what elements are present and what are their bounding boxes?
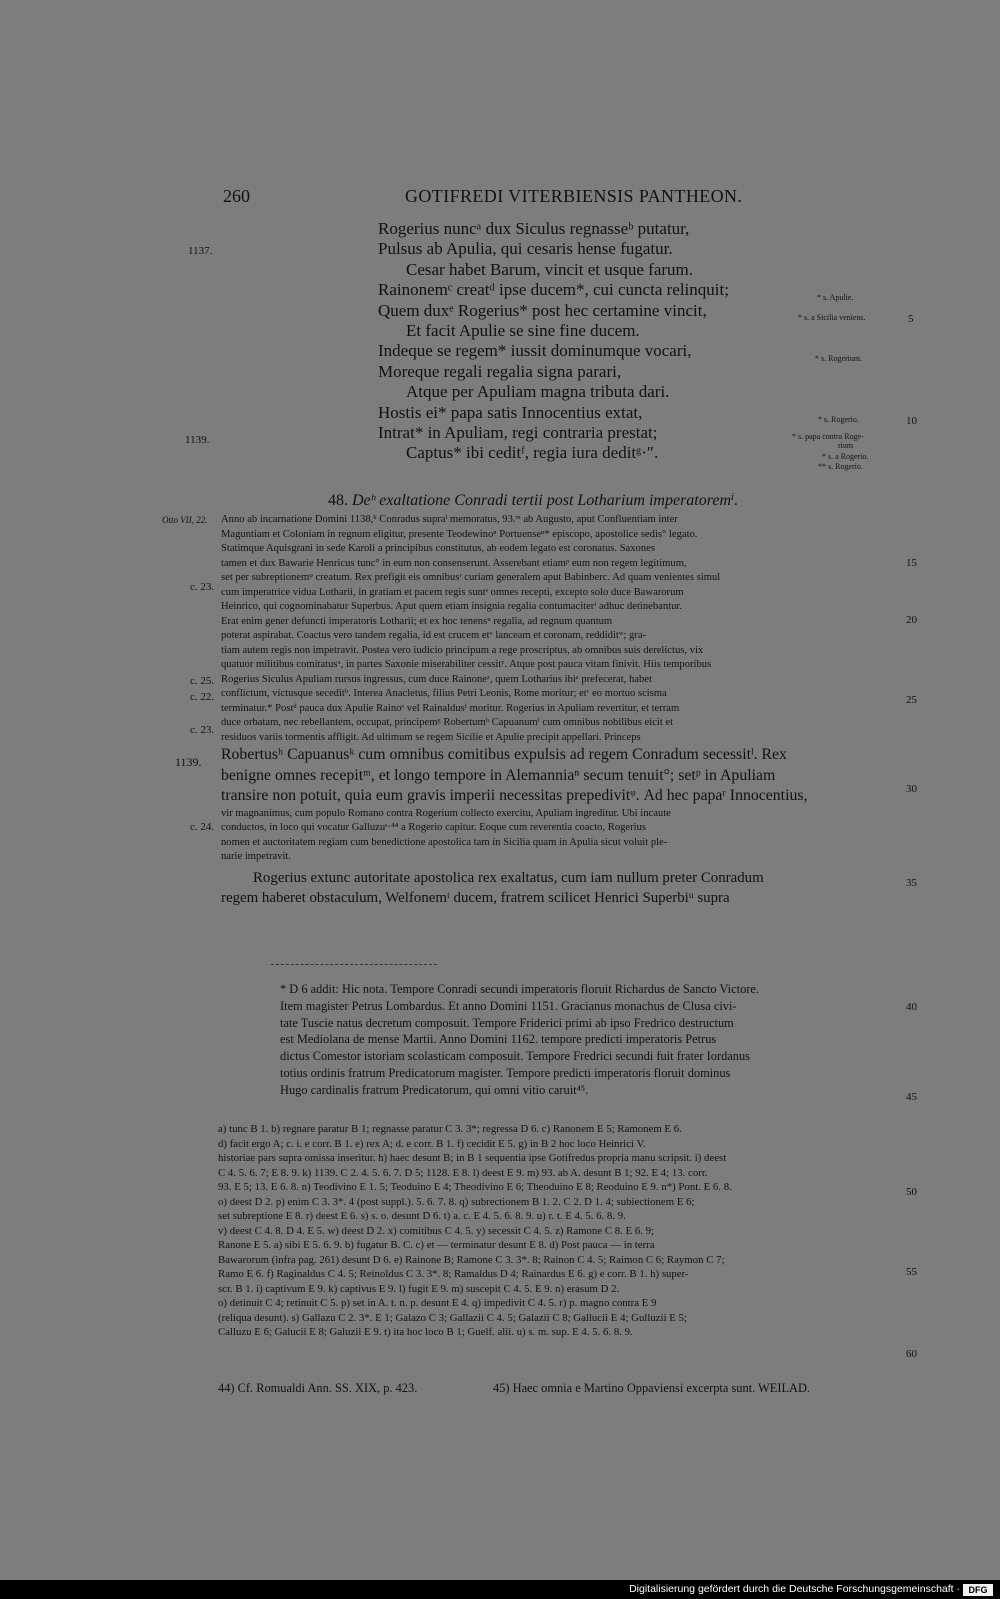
prose-line: conductos, in loco qui vocatur Galluzuˢ·⁴⁴ a Rogerio capitur. Eoque cum reverentia coacto, Rogerius bbox=[221, 822, 647, 834]
note-line: * D 6 addit: Hic nota. Tempore Conradi secundi imperatoris floruit Richardus de Sancto Victore. bbox=[280, 982, 759, 996]
note-line: est Mediolana de mense Martii. Anno Domini 1162. tempore predicti imperatoris Petrus bbox=[280, 1032, 717, 1047]
apparatus-line: (reliqua desunt). s) Gallazu C 2. 3*. E 1; Galazo C 3; Gallazii C 4. 5; Galazii C 8; Gallucii E 4; Gulluzii E 5; bbox=[218, 1311, 687, 1324]
source-ref: c. 22. bbox=[190, 691, 215, 703]
additional-note bbox=[280, 981, 759, 1099]
prose-line: set per subreptionemᵠ creatum. Rex prefigit eis omnibusʳ curiam generalem aput Babinberc. Ad quam venientes simul bbox=[221, 572, 721, 583]
apparatus-line: 93. E 5; 13. E 6. 8. n) Teodivino E 1. 5; Teoduino E 4; Theodivino E 6; Theoduino E 8; Reoduino E 9. n*) Pont. E 6. 8. bbox=[218, 1181, 732, 1193]
chapter-title: Deʰ exaltatione Conradi tertii post Lotharium imperatoremⁱ. bbox=[352, 492, 739, 509]
running-title: GOTIFREDI VITERBIENSIS PANTHEON. bbox=[405, 186, 743, 206]
verse-line: Cesar habet Barum, vincit et usque farum. bbox=[406, 259, 694, 279]
verse-gloss: * s. Apulie. bbox=[817, 293, 854, 302]
prose-line: terminatur.* Postᵈ pauca dux Apulie Rainoᵉ vel Rainaldusᶠ moritur. Rogerius in Apuliam revertitur, et terram bbox=[221, 702, 680, 714]
verse-gloss: rium bbox=[838, 441, 854, 450]
line-number: 25 bbox=[906, 694, 917, 706]
verse-line: Quem duxᵉ Rogerius* post hec certamine vincit, bbox=[378, 300, 707, 320]
footnote-44: 44) Cf. Romualdi Ann. SS. XIX, p. 423. bbox=[218, 1381, 418, 1395]
footer-bar bbox=[0, 1582, 1000, 1599]
prose-line: Maguntiam et Coloniam in regnum eligitur, presente Teodewinoⁿ Portuenseⁿ* episcopo, apostolice sedis° legato. bbox=[221, 528, 698, 540]
apparatus-line: Ranone E 5. a) sibi E 5. 6. 9. b) fugatur B. C. c) et — terminatur desunt E 8. d) Post pauca — in terra bbox=[218, 1239, 655, 1251]
prose-line: Rogerius extunc autoritate apostolica rex exaltatus, cum iam nullum preter Conradum bbox=[253, 869, 764, 886]
source-ref: c. 23. bbox=[190, 581, 215, 593]
verse-line: Moreque regali regalia signa parari, bbox=[378, 361, 622, 381]
year-margin: 1137. bbox=[188, 245, 213, 257]
verse-block bbox=[378, 219, 729, 464]
note-line: Item magister Petrus Lombardus. Et anno Domini 1151. Gracianus monachus de Clusa civi- bbox=[280, 998, 737, 1013]
prose-line: Statimque Aquisgrani in sede Karoli a principibus constitutus, ab eodem legato est coronatus. Saxones bbox=[221, 543, 655, 554]
verse-line: Rogerius nuncᵃ dux Siculus regnasseᵇ putatur, bbox=[378, 219, 690, 238]
separator-rule bbox=[271, 964, 437, 965]
verse-line: Atque per Apuliam magna tributa dari. bbox=[406, 382, 670, 402]
prose-line: narie impetravit. bbox=[221, 851, 292, 863]
line-number: 50 bbox=[906, 1186, 917, 1198]
critical-apparatus bbox=[218, 1122, 732, 1340]
prose-wide-block bbox=[221, 868, 897, 909]
verse-line: Intrat* in Apuliam, regi contraria prestat; bbox=[378, 423, 658, 443]
source-ref: Otto VII, 22. bbox=[162, 515, 208, 525]
apparatus-line: set subreptione E 8. r) deest E 6. s) s. o. desunt D 6. t) a. c. E 4. 5. 6. 8. 9. u) r. t. E 4. 5. 6. 8. 9. bbox=[218, 1210, 626, 1222]
apparatus-line: historiae pars supra omissa inseritur. h) haec desunt B; in B 1 sequentia ipse Gotifredus propria manu scripsit. i) deest bbox=[218, 1152, 727, 1164]
line-number: 35 bbox=[906, 877, 917, 889]
line-number: 55 bbox=[906, 1266, 917, 1278]
verse-gloss: * s. papa contra Roge- bbox=[792, 432, 864, 441]
verse-gloss: * s. a Rogerio. bbox=[822, 452, 869, 461]
verse-line: Hostis ei* papa satis Innocentius extat, bbox=[378, 402, 643, 422]
line-number: 15 bbox=[906, 557, 917, 569]
apparatus-line: scr. B 1. i) captivum E 9. k) captivus E 9. l) fugit E 9. m) suscepit C 4. 5. E 9. n) erasum D 2. bbox=[218, 1282, 620, 1295]
verse-gloss: * s. Rogerio. bbox=[818, 415, 859, 424]
prose-line: poterat aspirabat. Coactus vero tandem regalia, id est crucem etᵛ lanceam et coronam, reddiditʷ; gra- bbox=[221, 630, 647, 641]
apparatus-line: Bawarorum (infra pag. 261) desunt D 6. e) Rainone B; Ramone C 3. 3*. 8; Rainon C 4. 5; Raimon C 6; Raymon C 7; bbox=[218, 1253, 725, 1266]
chapter-heading bbox=[328, 490, 738, 510]
line-number: 10 bbox=[906, 415, 917, 427]
prose-line: regem haberet obstaculum, Welfonemᵗ ducem, fratrem scilicet Henrici Superbiᵘ supra bbox=[221, 890, 730, 907]
prose-line: Robertusʰ Capuanusᵏ cum omnibus comitibus expulsis ad regem Conradum secessitˡ. Rex bbox=[221, 746, 787, 763]
prose-line: Anno ab incarnatione Domini 1138,ᵏ Conradus supraˡ memoratus, 93.ᵐ ab Augusto, aput Confluentiam inter bbox=[221, 514, 678, 525]
footnote-45: 45) Haec omnia e Martino Oppaviensi excerpta sunt. WEILAD. bbox=[493, 1381, 811, 1395]
prose-line: residuos variis tormentis affligit. Ad ultimum se regem Sicilie et Apulie precipit appellari. Princeps bbox=[221, 731, 641, 743]
line-number: 5 bbox=[908, 313, 914, 325]
prose-line: conflictum, victusque seceditᵇ. Interea Anacletus, filius Petri Leonis, Rome moritur; etᶜ eo mortuo scisma bbox=[221, 688, 667, 699]
apparatus-line: C 4. 5. 6. 7; E 8. 9. k) 1139. C 2. 4. 5. 6. 7. D 5; 1128. E 8. l) deest E 9. m) 93. ab A. desunt B 1; 92. E 4; 13. corr. bbox=[218, 1166, 708, 1179]
apparatus-line: Ramo E 6. f) Raginaldus C 4. 5; Reinoldus C 3. 3*. 8; Ramaldus D 4; Rainardus E 6. g) e corr. B 1. h) super- bbox=[218, 1268, 689, 1280]
line-number: 40 bbox=[906, 1001, 917, 1013]
prose-block bbox=[221, 513, 897, 909]
dfg-logo-icon: DFG bbox=[963, 1584, 993, 1596]
prose-line: transire non potuit, quia eum gravis imperii necessitas prepedivitᵠ. Ad hec papaʳ Innocentius, bbox=[221, 787, 808, 805]
line-number: 20 bbox=[906, 614, 917, 626]
prose-line: Erat enim gener defuncti imperatoris Lotharii; et ex hoc tenensᵘ regalia, ad regnum quantum bbox=[221, 615, 613, 627]
prose-line: benigne omnes recepitᵐ, et longo tempore in Alemanniaⁿ secum tenuit°; setᵖ in Apuliam bbox=[221, 766, 776, 784]
verse-gloss: ** s. Rogerio. bbox=[818, 462, 863, 471]
apparatus-line: o) detinuit C 4; retinuit C 5. p) set in A. t. n. p. desunt E 4. q) impedivit C 4. 5. r) p. magno contra E 9 bbox=[218, 1297, 657, 1309]
year-margin: 1139. bbox=[185, 434, 210, 446]
note-line: totius ordinis fratrum Predicatorum magister. Tempore predicti imperatoris floruit dominus bbox=[280, 1065, 731, 1080]
apparatus-line: a) tunc B 1. b) regnare paratur B 1; regnasse paratur C 3. 3*; regressa D 6. c) Ranonem E 5; Ramonem E 6. bbox=[218, 1123, 682, 1135]
prose-line: nomen et auctoritatem regiam cum benedictione apostolica tam in Sicilia quam in Apulia sicut voluit ple- bbox=[221, 836, 668, 848]
prose-line: vir magnanimus, cum populo Romano contra Rogerium collecto exercitu, Apuliam ingreditur. Ubi incaute bbox=[221, 807, 671, 819]
note-line: dictus Comestor istoriam scolasticam composuit. Tempore Fredrici secundi fuit frater Iordanus bbox=[280, 1049, 750, 1064]
note-line: tate Tuscie natus decretum composuit. Tempore Friderici primi ab ipso Fredrico destructum bbox=[280, 1015, 734, 1030]
page-number: 260 bbox=[223, 186, 250, 206]
apparatus-line: v) deest C 4. 8. D 4. E 5. w) deest D 2. x) comitibus C 4. 5. y) secessit C 4. 5. z) Ramone C 8. E 6. 9; bbox=[218, 1224, 655, 1237]
verse-gloss: * s. a Sicilia veniens. bbox=[798, 313, 866, 322]
verse-line: Rainonemᶜ creatᵈ ipse ducem*, cui cuncta relinquit; bbox=[378, 280, 729, 300]
line-number: 60 bbox=[906, 1348, 917, 1360]
prose-line: cum imperatrice vidua Lotharii, in gratiam et pacem regis suntˢ omnes recepti, excepto solo duce Bawarorum bbox=[221, 586, 684, 598]
apparatus-line: d) facit ergo A; c. i. e corr. B 1. e) rex A; d. e corr. B 1. f) cecidit E 5. g) in B 2 hoc loco Heinrici V. bbox=[218, 1137, 646, 1150]
chapter-number: 48. bbox=[328, 492, 348, 509]
source-ref: c. 24. bbox=[190, 821, 215, 833]
verse-line: Pulsus ab Apulia, qui cesaris hense fugatur. bbox=[378, 239, 673, 259]
prose-line: quatuor militibus comitatusˣ, in partes Saxonie miserabiliter cessitʸ. Atque post pauca vitam finivit. Hiis temporibus bbox=[221, 659, 712, 670]
apparatus-line: Calluzu E 6; Galucii E 8; Galuzii E 9. t) ita hoc loco B 1; Guelf. alii. u) s. m. sup. E 4. 5. 6. 8. 9. bbox=[218, 1326, 633, 1338]
line-number: 45 bbox=[906, 1091, 917, 1103]
line-number: 30 bbox=[906, 783, 917, 795]
prose-line: Heinrico, qui cognominabatur Superbus. Aput quem etiam insignia regalia contumaciterᵗ adhuc detinebantur. bbox=[221, 601, 682, 612]
footer-credit: Digitalisierung gefördert durch die Deutsche Forschungsgemeinschaft · bbox=[629, 1583, 960, 1595]
note-line: Hugo cardinalis fratrum Predicatorum, qui omni vitio caruit⁴⁵. bbox=[280, 1082, 589, 1097]
source-ref: c. 25. bbox=[190, 675, 215, 687]
verse-line: Indeque se regem* iussit dominumque vocari, bbox=[378, 341, 692, 361]
verse-gloss: * s. Rogerium. bbox=[815, 354, 863, 363]
prose-line: tamen et dux Bawarie Henricus tunc° in eum non consenserunt. Asserebant etiamᵖ eum non regem legitimum, bbox=[221, 557, 687, 569]
prose-line: duce orbatam, nec rebellantem, occupat, principemᵍ Robertumʰ Capuanumⁱ cum omnibus nobilibus eicit et bbox=[221, 717, 674, 728]
year-margin: 1139. bbox=[175, 755, 202, 769]
source-ref: c. 23. bbox=[190, 724, 215, 736]
verse-line: Et facit Apulie se sine fine ducem. bbox=[406, 321, 640, 341]
apparatus-line: o) deest D 2. p) enim C 3. 3*. 4 (post suppl.). 5. 6. 7. 8. q) subrectionem B 1. 2. C 2. D 1. 4; subiectionem E 6; bbox=[218, 1195, 695, 1208]
prose-line: tiam autem regis non impetravit. Postea vero iudicio principum a rege proscriptus, ab omnibus suis derelictus, vix bbox=[221, 644, 704, 656]
prose-line: Rogerius Siculus Apuliam rursus ingressus, cum duce Rainoneᶻ, quem Lotharius ibiᵃ prefecerat, habet bbox=[221, 673, 652, 685]
verse-line: Captus* ibi ceditᶠ, regia iura deditᵍ·″. bbox=[406, 443, 659, 463]
